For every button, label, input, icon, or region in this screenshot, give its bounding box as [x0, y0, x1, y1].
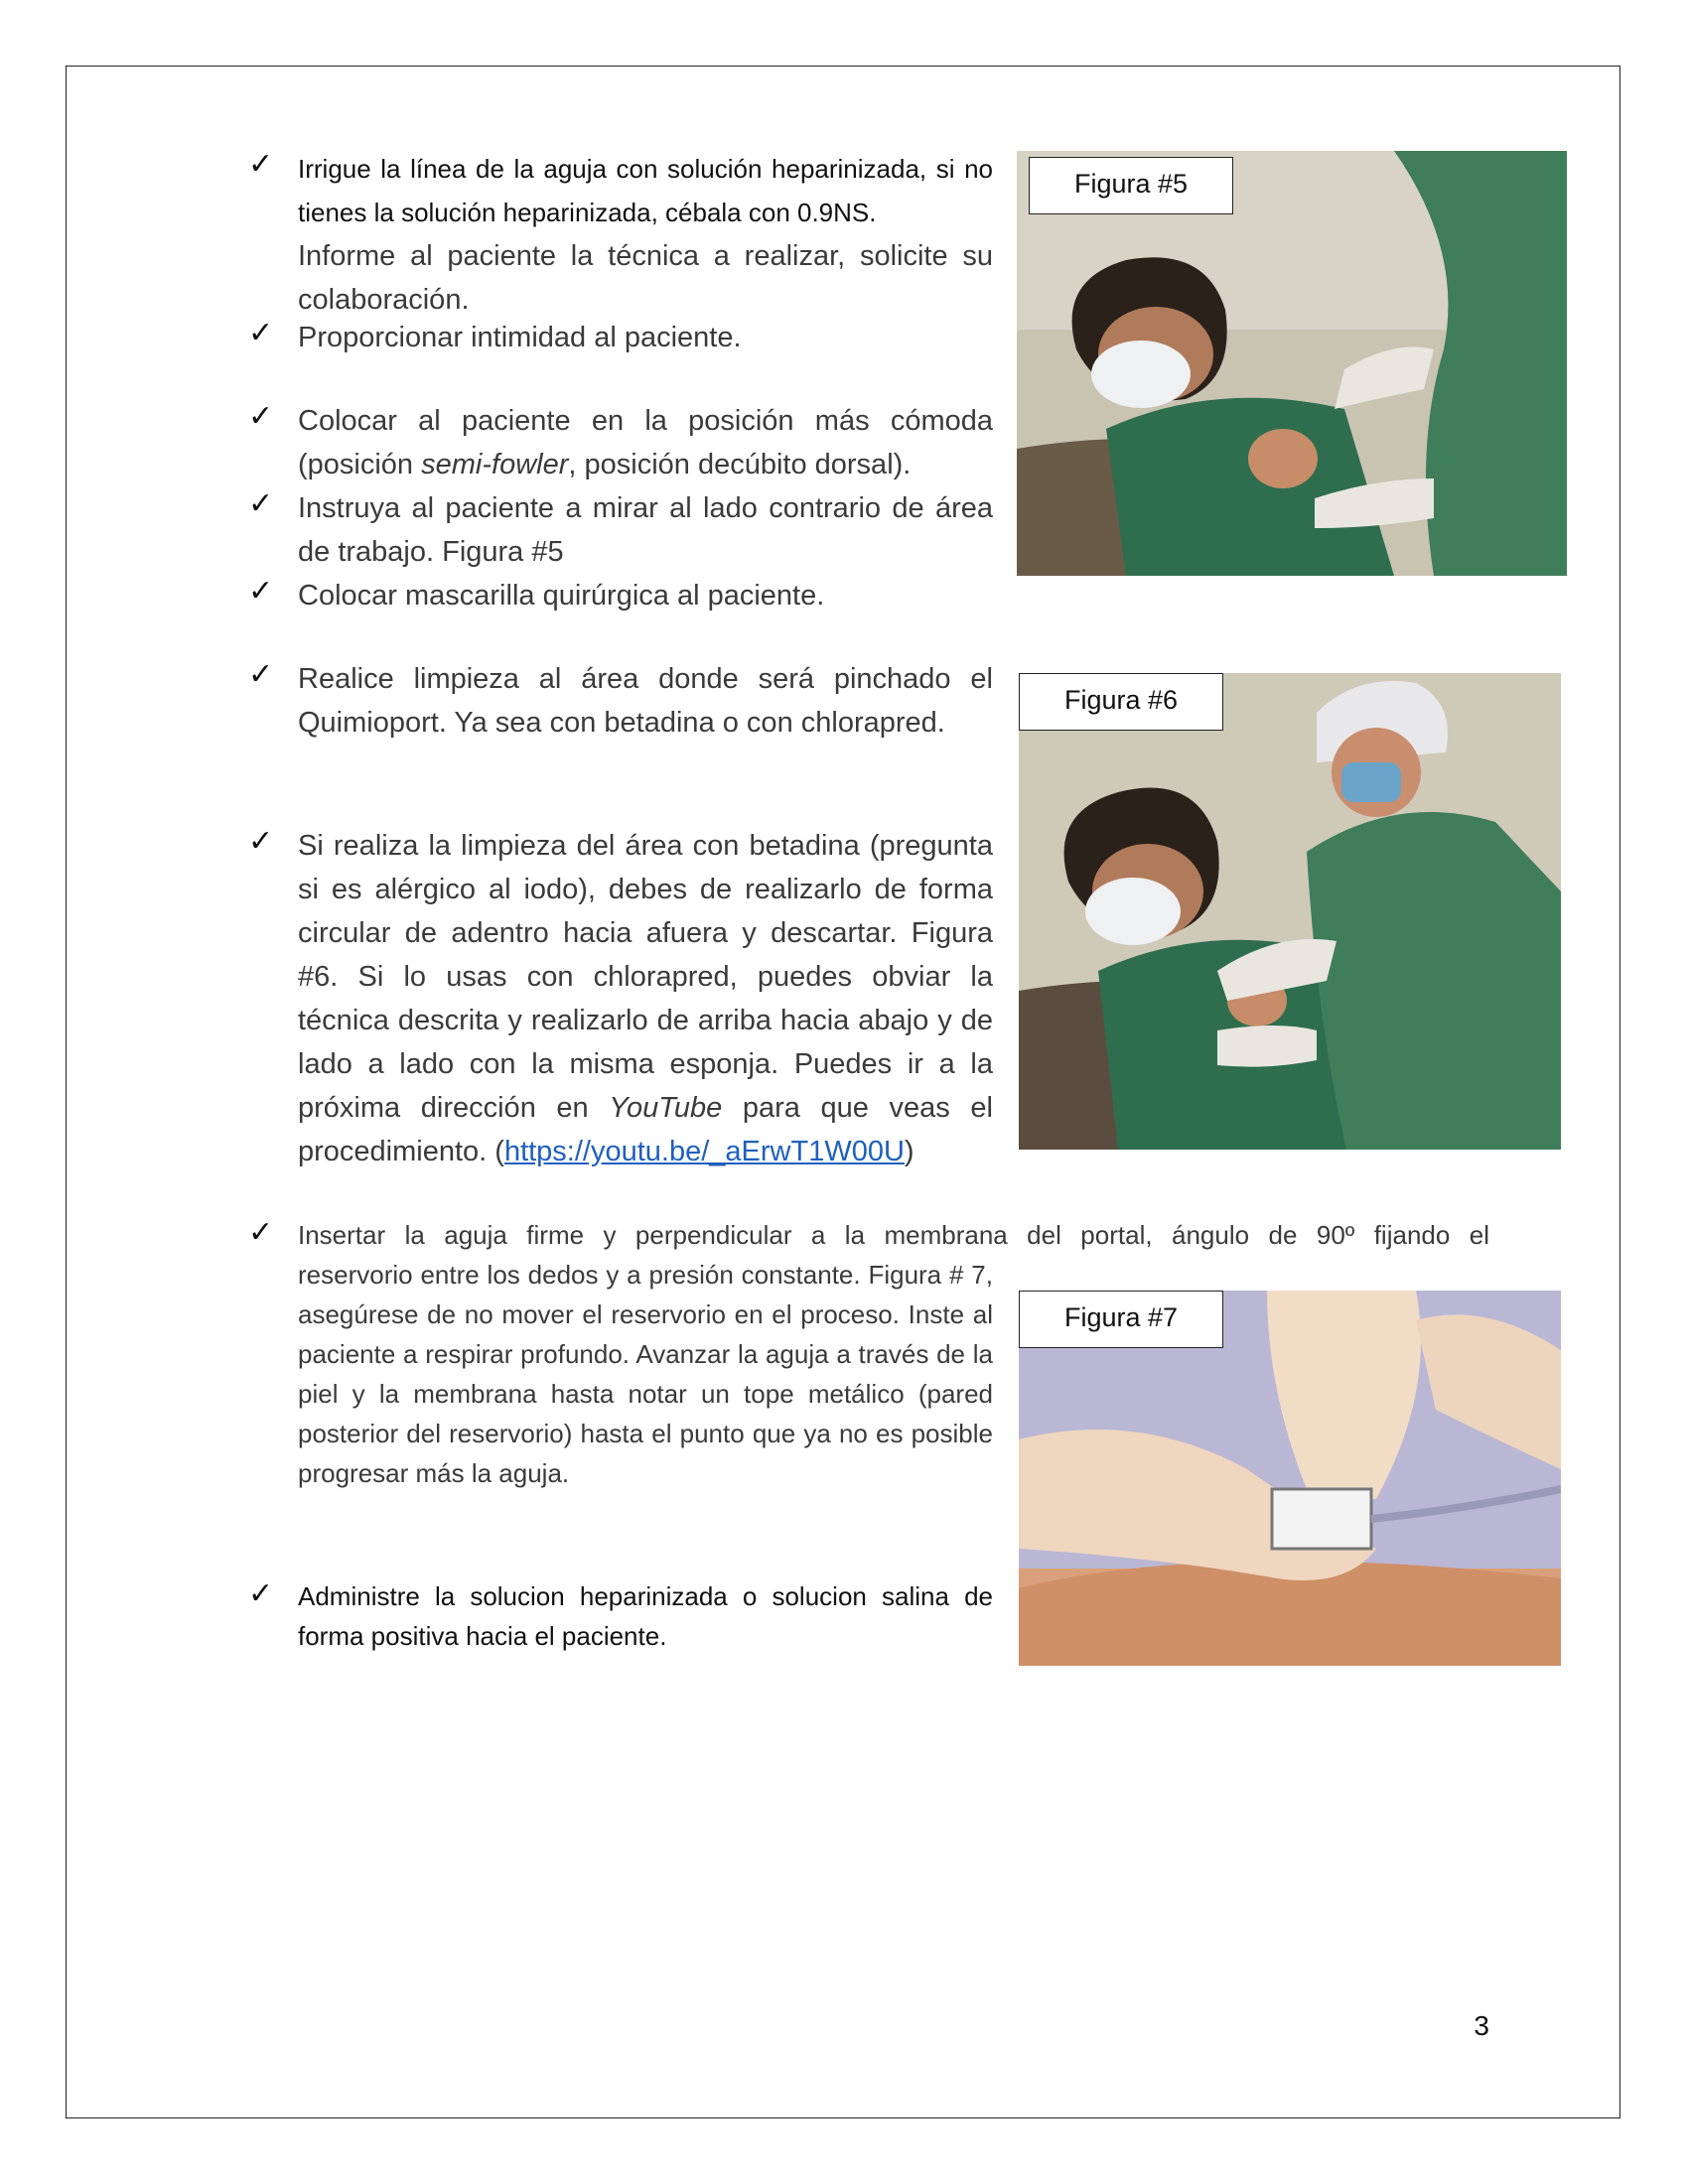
list-item: [298, 399, 993, 486]
list-item-text: Administre la solucion heparinizada o solucion salina de forma positiva hacia el paciente.: [298, 1581, 993, 1651]
youtube-link[interactable]: https://youtu.be/_aErwT1W00U: [503, 1136, 905, 1167]
checkmark-icon: ✓: [248, 399, 274, 434]
figure-7-caption: Figura #7: [1019, 1291, 1223, 1348]
checkmark-icon: ✓: [248, 316, 274, 350]
checkmark-icon: ✓: [248, 1215, 274, 1250]
checkmark-icon: ✓: [248, 574, 274, 609]
checkmark-icon: ✓: [248, 824, 274, 859]
text-run: Colocar al paciente en la posición más cómoda (posición: [298, 405, 993, 480]
list-item: [298, 486, 993, 574]
list-item-text: Realice limpieza al área donde será pinchado el Quimioport. Ya sea con betadina o con chlorapred.: [298, 663, 993, 739]
list-item: [298, 147, 993, 322]
list-item: [298, 316, 993, 359]
figure-5-photo: [1017, 151, 1567, 576]
list-item: [298, 1576, 993, 1656]
list-item-text: Informe al paciente la técnica a realizar, solicite su colaboración.: [298, 240, 993, 316]
list-item: [298, 824, 993, 1173]
figure-6-caption: Figura #6: [1019, 673, 1223, 731]
page-number: 3: [1474, 2010, 1489, 2041]
text-run-italic: semi-fowler: [421, 449, 569, 480]
list-item-text: reservorio entre los dedos y a presión constante. Figura # 7, asegúrese de no mover el reservorio en el proceso. Inste al paciente a respirar profundo. Avanzar la aguja a través de la piel y la membrana hasta notar un tope metálico (pared posterior del reservorio) hasta el punto que ya no es posible progresar más la aguja.: [298, 1260, 993, 1488]
list-item: [298, 657, 993, 745]
text-run: ): [904, 1136, 914, 1167]
text-run: Si realiza la limpieza del área con betadina (pregunta si es alérgico al iodo), debes de realizarlo de forma circular de adentro hacia afuera y descartar. Figura #6. Si lo usas con chlorapred, puedes obviar la técnica descrita y realizarlo de arriba hacia abajo y de lado a lado con la misma esponja. Puedes ir a la próxima dirección en: [298, 830, 993, 1124]
figure-6-photo: [1019, 673, 1561, 1150]
list-item-text: Colocar mascarilla quirúrgica al paciente.: [298, 580, 825, 612]
list-item: [298, 1215, 1489, 1255]
text-run: , posición decúbito dorsal).: [568, 449, 912, 480]
checkmark-icon: ✓: [248, 486, 274, 521]
checkmark-icon: ✓: [248, 657, 274, 692]
checkmark-icon: ✓: [248, 147, 274, 182]
list-item-text: [298, 399, 993, 486]
list-item-text: Irrigue la línea de la aguja con solución heparinizada, si no tienes la solución heparinizada, cébala con 0.9NS.: [298, 154, 993, 227]
checkmark-icon: ✓: [248, 1576, 274, 1611]
list-item-continuation: [298, 1255, 993, 1493]
list-item-text: Instruya al paciente a mirar al lado contrario de área de trabajo. Figura #5: [298, 492, 993, 568]
list-item-text: Proporcionar intimidad al paciente.: [298, 322, 742, 353]
figure-5-caption: Figura #5: [1029, 157, 1233, 214]
text-run-italic: YouTube: [609, 1092, 723, 1124]
list-item: [298, 574, 993, 617]
list-item-text: [298, 824, 993, 1173]
list-item-text: Insertar la aguja firme y perpendicular a la membrana del portal, ángulo de 90º fijando el: [298, 1220, 1489, 1250]
text-run: para que veas el procedimiento. (: [298, 1092, 993, 1167]
